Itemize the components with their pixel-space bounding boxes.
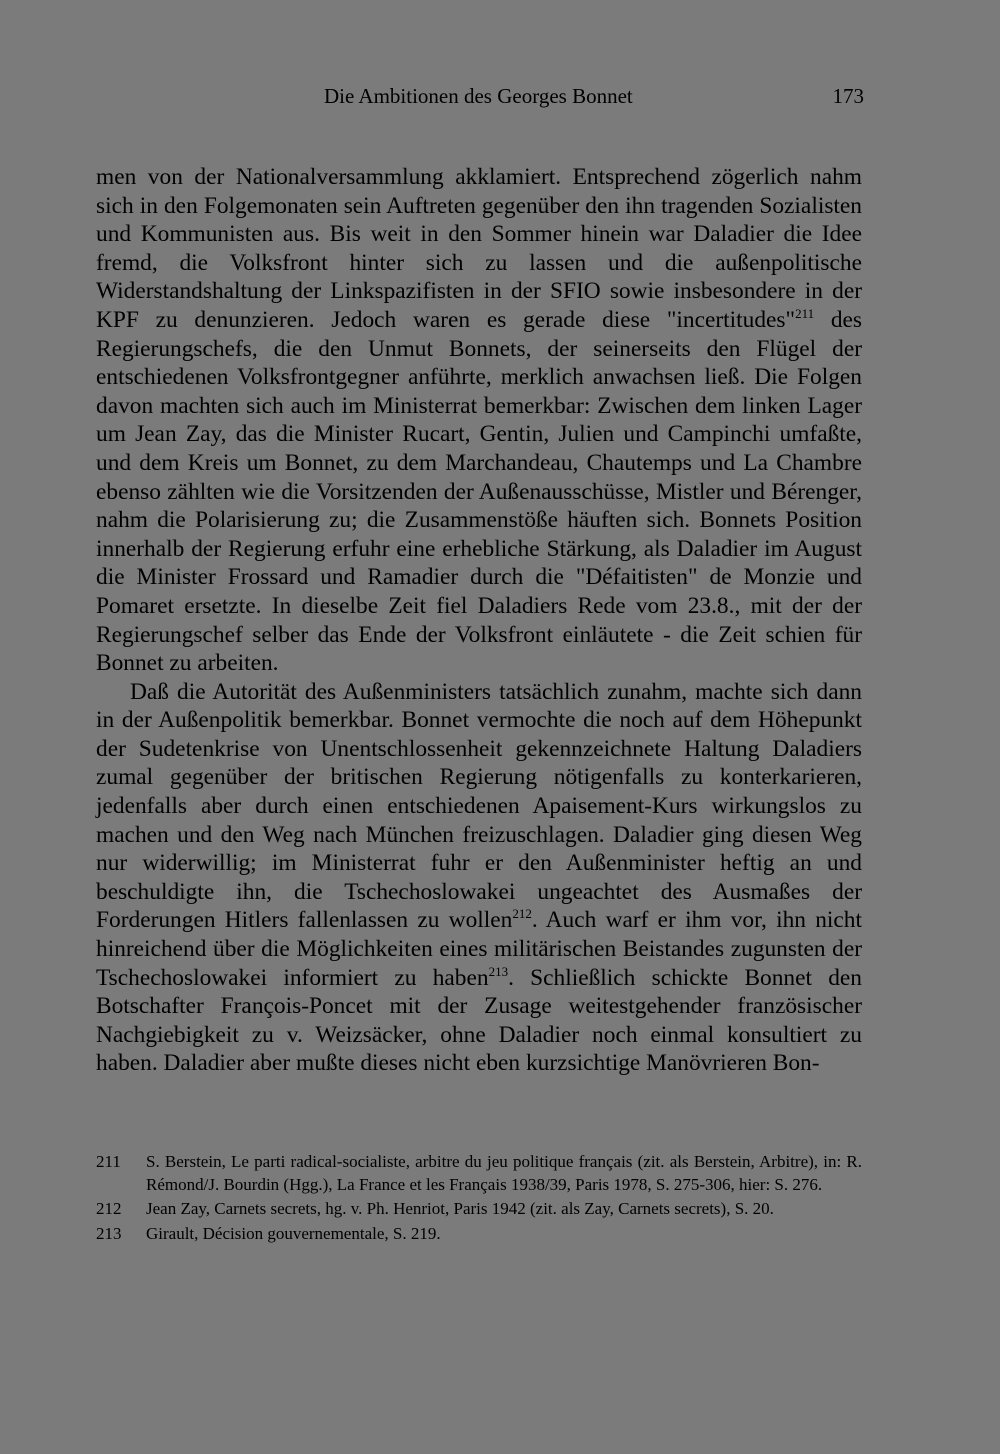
footnotes <box>96 1151 862 1247</box>
paragraph-2 <box>96 678 862 1078</box>
paragraph-2-text-c: . Schließlich schickte Bonnet den Botschafter François-Poncet mit der Zusage weitestgehender französischer Nachgiebigkeit zu v. Weizsäcker, ohne Daladier noch einmal konsultiert zu haben. Daladier aber mußte dieses nicht eben kurzsichtige Manövrieren Bon- <box>96 964 863 1077</box>
paragraph-2-text-a: Daß die Autorität des Außenministers tatsächlich zunahm, machte sich dann in der Außenpolitik bemerkbar. Bonnet vermochte die noch auf dem Höhepunkt der Sudetenkrise von Unentschlossenheit gekennzeichnete Haltung Daladiers zumal gegenüber der britischen Regierung nötigenfalls zu konterkarieren, jedenfalls aber durch einen entschiedenen Apaisement-Kurs wirkungslos zu machen und den Weg nach München freizuschlagen. Daladier ging diesen Weg nur widerwillig; im Ministerrat fuhr er den Außenminister heftig an und beschuldigte ihn, die Tschechoslowakei ungeachtet des Ausmaßes der Forderungen Hitlers fallenlassen zu wollen <box>96 678 862 934</box>
footnote-number: 212 <box>96 1199 122 1218</box>
footnote-ref-213: 213 <box>488 963 509 979</box>
footnote-number: 211 <box>96 1152 121 1171</box>
footnote-text: Girault, Décision gouvernementale, S. 219. <box>146 1223 441 1243</box>
page-number: 173 <box>832 84 864 108</box>
footnote-number: 213 <box>96 1223 122 1243</box>
paragraph-2-text-b: . Auch warf er ihm vor, ihn nicht hinreichend über die Möglichkeiten eines militärischen Beistandes zugunsten der Tschechoslowakei informiert zu haben <box>96 907 862 991</box>
body-text <box>96 163 862 1078</box>
paragraph-1-text-a: men von der Nationalversammlung akklamiert. Entsprechend zögerlich nahm sich in den Folgemonaten sein Auftreten gegenüber den ihn tragenden Sozialisten und Kommunisten aus. Bis weit in den Sommer hinein war Daladier die Idee fremd, die Volksfront hinter sich zu lassen und die außenpolitische Widerstandshaltung der Linkspazifisten in der SFIO sowie insbesondere in der KPF zu denunzieren. Jedoch waren es gerade diese "incertitudes" <box>96 164 862 333</box>
footnote-ref-212: 212 <box>512 906 532 922</box>
footnote-ref-211: 211 <box>795 305 815 321</box>
paragraph-1-text-b: des Regierungschefs, die den Unmut Bonnets, der seinerseits den Flügel der entschiedenen Volksfrontgegner anführte, merklich anwachsen ließ. Die Folgen davon machten sich auch im Ministerrat bemerkbar: Zwischen dem linken Lager um Jean Zay, das die Minister Rucart, Gentin, Julien und Campinchi umfaßte, und dem Kreis um Bonnet, zu dem Marchandeau, Chautemps und La Chambre ebenso zählten wie die Vorsitzenden der Außenausschüsse, Mistler und Bérenger, nahm die Polarisierung zu; die Zusammenstöße häuften sich. Bonnets Position innerhalb der Regierung erfuhr eine erhebliche Stärkung, als Daladier im August die Minister Frossard und Ramadier durch die "Défaitisten" de Monzie und Pomaret ersetzte. In dieselbe Zeit fiel Daladiers Rede vom 23.8., mit der der Regierungschef selber das Ende der Volksfront einläutete - die Zeit schien für Bonnet zu arbeiten. <box>96 306 862 677</box>
footnote <box>96 1151 862 1196</box>
footnote <box>96 1223 862 1246</box>
footnote-text: Jean Zay, Carnets secrets, hg. v. Ph. Henriot, Paris 1942 (zit. als Zay, Carnets secrets), S. 20. <box>146 1199 774 1218</box>
running-title: Die Ambitionen des Georges Bonnet <box>324 84 633 108</box>
footnote-text: S. Berstein, Le parti radical-socialiste, arbitre du jeu politique français (zit. als Berstein, Arbitre), in: R. Rémond/J. Bourdin (Hgg.), La France et les Français 1938/39, Paris 1978, S. 275-306, hier: S. 276. <box>146 1152 862 1194</box>
footnote <box>96 1198 862 1221</box>
paragraph-1 <box>96 163 862 678</box>
running-header <box>96 84 866 114</box>
